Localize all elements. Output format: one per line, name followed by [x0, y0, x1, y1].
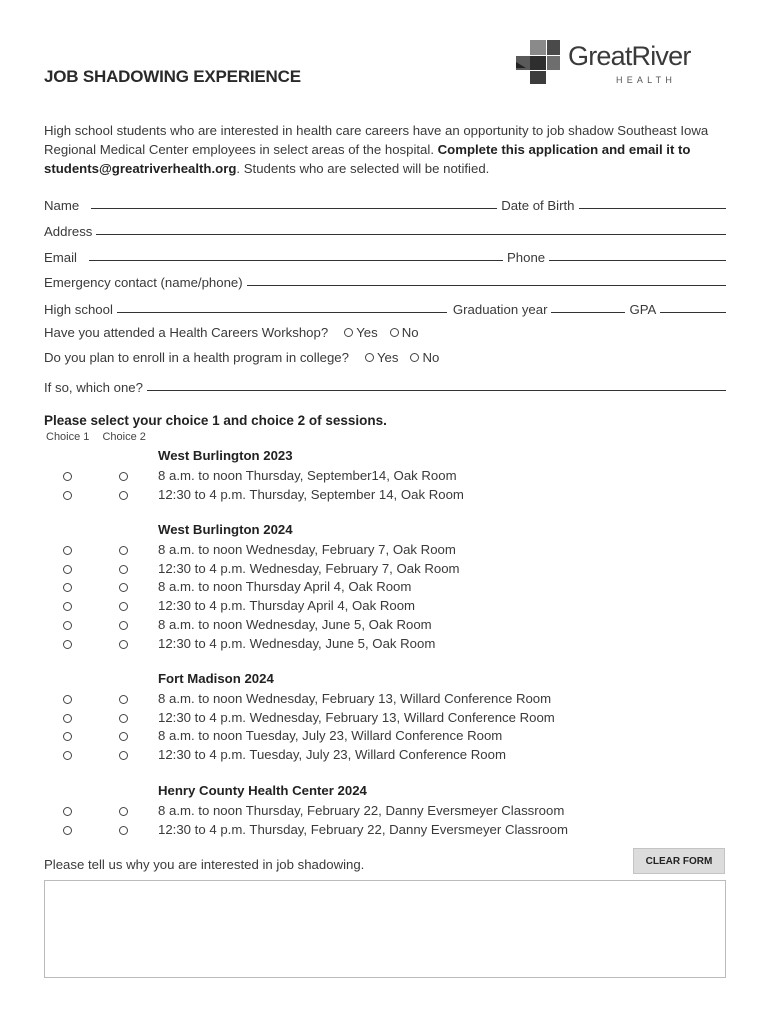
- logo-name: GreatRiver: [568, 41, 691, 71]
- choice-2-radio[interactable]: [119, 491, 128, 500]
- sessions-heading: Please select your choice 1 and choice 2 of sessions.: [44, 413, 387, 428]
- radio-icon[interactable]: [390, 328, 399, 337]
- session-label: 8 a.m. to noon Thursday, September14, Oak Room: [158, 468, 457, 483]
- session-label: 12:30 to 4 p.m. Wednesday, February 7, Oak Room: [158, 560, 460, 576]
- session-row: [0, 821, 600, 840]
- address-row: [44, 219, 726, 239]
- gpa-field[interactable]: [660, 298, 726, 313]
- choice-1-radio[interactable]: [63, 472, 72, 481]
- choice-1-radio[interactable]: [63, 491, 72, 500]
- session-label: 12:30 to 4 p.m. Wednesday, June 5, Oak Room: [158, 635, 436, 651]
- emergency-label: Emergency contact (name/phone): [44, 275, 243, 290]
- choice-1-radio[interactable]: [63, 640, 72, 649]
- session-label: 8 a.m. to noon Wednesday, February 13, Willard Conference Room: [158, 691, 552, 706]
- email-label: Email: [44, 250, 77, 265]
- high-school-field[interactable]: [117, 298, 447, 313]
- session-group-title: Henry County Health Center 2024: [158, 783, 367, 798]
- name-label: Name: [44, 198, 80, 213]
- intro-tail: . Students who are selected will be notified.: [236, 161, 490, 176]
- choice-1-radio[interactable]: [63, 695, 72, 704]
- choice-1-radio[interactable]: [63, 546, 72, 555]
- session-row: [0, 541, 600, 560]
- choice-2-radio[interactable]: [119, 546, 128, 555]
- choice-2-radio[interactable]: [119, 732, 128, 741]
- dob-label: Date of Birth: [501, 198, 575, 213]
- enroll-question-label: Do you plan to enroll in a health program in college?: [44, 350, 349, 365]
- logo-subtitle: HEALTH: [616, 75, 677, 85]
- session-row: [0, 802, 600, 821]
- choice-2-radio[interactable]: [119, 826, 128, 835]
- cross-logo-icon: [514, 38, 564, 86]
- radio-icon[interactable]: [344, 328, 353, 337]
- choice-header: [46, 431, 146, 443]
- session-group-title: Fort Madison 2024: [158, 671, 274, 686]
- choice-2-radio[interactable]: [119, 640, 128, 649]
- session-label: 12:30 to 4 p.m. Thursday, February 22, Danny Eversmeyer Classroom: [158, 821, 568, 837]
- session-label: 12:30 to 4 p.m. Tuesday, July 23, Willard Conference Room: [158, 747, 506, 763]
- session-label: 8 a.m. to noon Wednesday, June 5, Oak Room: [158, 616, 432, 632]
- session-label: 8 a.m. to noon Thursday April 4, Oak Room: [158, 579, 412, 595]
- address-field[interactable]: [96, 220, 726, 235]
- no-label: No: [401, 325, 419, 340]
- choice-1-radio[interactable]: [63, 732, 72, 741]
- email-field[interactable]: [89, 246, 503, 261]
- choice-2-radio[interactable]: [119, 751, 128, 760]
- session-row: [0, 597, 600, 616]
- choice-1-radio[interactable]: [63, 565, 72, 574]
- workshop-question-label: Have you attended a Health Careers Workshop?: [44, 325, 329, 340]
- name-field[interactable]: [91, 194, 497, 209]
- which-one-row: [44, 375, 726, 395]
- gpa-label: GPA: [629, 302, 657, 317]
- enroll-no-option[interactable]: [410, 350, 439, 365]
- choice-2-radio[interactable]: [119, 695, 128, 704]
- intro-text: High school students who are interested in health care careers have an opportunity to job shadow Southeast Iowa Regional Medical Center employees in select areas of the hospital.: [44, 123, 709, 157]
- yes-label: Yes: [356, 325, 378, 340]
- radio-icon[interactable]: [410, 353, 419, 362]
- which-one-label: If so, which one?: [44, 380, 143, 395]
- session-row: [0, 746, 600, 765]
- choice-2-radio[interactable]: [119, 621, 128, 630]
- clear-form-button[interactable]: CLEAR FORM: [633, 848, 725, 874]
- choice-1-radio[interactable]: [63, 826, 72, 835]
- choice-2-label: Choice 2: [102, 431, 146, 443]
- choice-1-radio[interactable]: [63, 714, 72, 723]
- choice-1-radio[interactable]: [63, 602, 72, 611]
- emergency-field[interactable]: [247, 271, 726, 286]
- workshop-question: [44, 325, 419, 340]
- session-row: [0, 467, 600, 486]
- session-row: [0, 560, 600, 579]
- intro-paragraph: [44, 121, 734, 178]
- session-label: 12:30 to 4 p.m. Wednesday, February 13, Willard Conference Room: [158, 709, 555, 725]
- enroll-yes-option[interactable]: [365, 350, 399, 365]
- session-row: [0, 616, 600, 635]
- choice-2-radio[interactable]: [119, 583, 128, 592]
- session-label: 12:30 to 4 p.m. Thursday, September 14, Oak Room: [158, 486, 464, 502]
- no-label: No: [422, 350, 440, 365]
- session-row: [0, 578, 600, 597]
- high-school-label: High school: [44, 302, 113, 317]
- intro-instruction: Complete this application and email it to students@greatriverhealth.org: [44, 142, 691, 176]
- address-label: Address: [44, 224, 93, 239]
- radio-icon[interactable]: [365, 353, 374, 362]
- phone-label: Phone: [506, 250, 546, 265]
- page-title: JOB SHADOWING EXPERIENCE: [44, 67, 301, 86]
- session-label: 8 a.m. to noon Wednesday, February 7, Oak Room: [158, 542, 456, 557]
- emergency-row: [44, 270, 726, 290]
- choice-1-radio[interactable]: [63, 751, 72, 760]
- choice-2-radio[interactable]: [119, 565, 128, 574]
- session-group-title: West Burlington 2023: [158, 448, 293, 463]
- email-row: [44, 245, 726, 265]
- choice-1-label: Choice 1: [46, 431, 90, 443]
- graduation-year-field[interactable]: [551, 298, 625, 313]
- why-textarea[interactable]: [44, 880, 726, 978]
- choice-2-radio[interactable]: [119, 472, 128, 481]
- choice-2-radio[interactable]: [119, 807, 128, 816]
- session-row: [0, 486, 600, 505]
- enroll-question: [44, 350, 439, 365]
- session-row: [0, 709, 600, 728]
- phone-field[interactable]: [549, 246, 726, 261]
- dob-field[interactable]: [579, 194, 727, 209]
- session-group-title: West Burlington 2024: [158, 522, 293, 537]
- session-label: 8 a.m. to noon Thursday, February 22, Danny Eversmeyer Classroom: [158, 803, 565, 818]
- graduation-year-label: Graduation year: [452, 302, 548, 317]
- session-row: [0, 727, 600, 746]
- choice-1-radio[interactable]: [63, 807, 72, 816]
- school-row: [44, 297, 726, 317]
- great-river-health-logo: [514, 38, 729, 90]
- workshop-yes-option[interactable]: [344, 325, 378, 340]
- choice-2-radio[interactable]: [119, 602, 128, 611]
- session-label: 12:30 to 4 p.m. Thursday April 4, Oak Room: [158, 598, 416, 614]
- name-row: [44, 193, 726, 213]
- choice-1-radio[interactable]: [63, 621, 72, 630]
- session-row: [0, 690, 600, 709]
- why-label: Please tell us why you are interested in job shadowing.: [44, 857, 365, 872]
- which-one-field[interactable]: [147, 376, 726, 391]
- session-row: [0, 635, 600, 654]
- session-label: 8 a.m. to noon Tuesday, July 23, Willard Conference Room: [158, 728, 503, 744]
- workshop-no-option[interactable]: [390, 325, 419, 340]
- choice-1-radio[interactable]: [63, 583, 72, 592]
- yes-label: Yes: [376, 350, 399, 365]
- choice-2-radio[interactable]: [119, 714, 128, 723]
